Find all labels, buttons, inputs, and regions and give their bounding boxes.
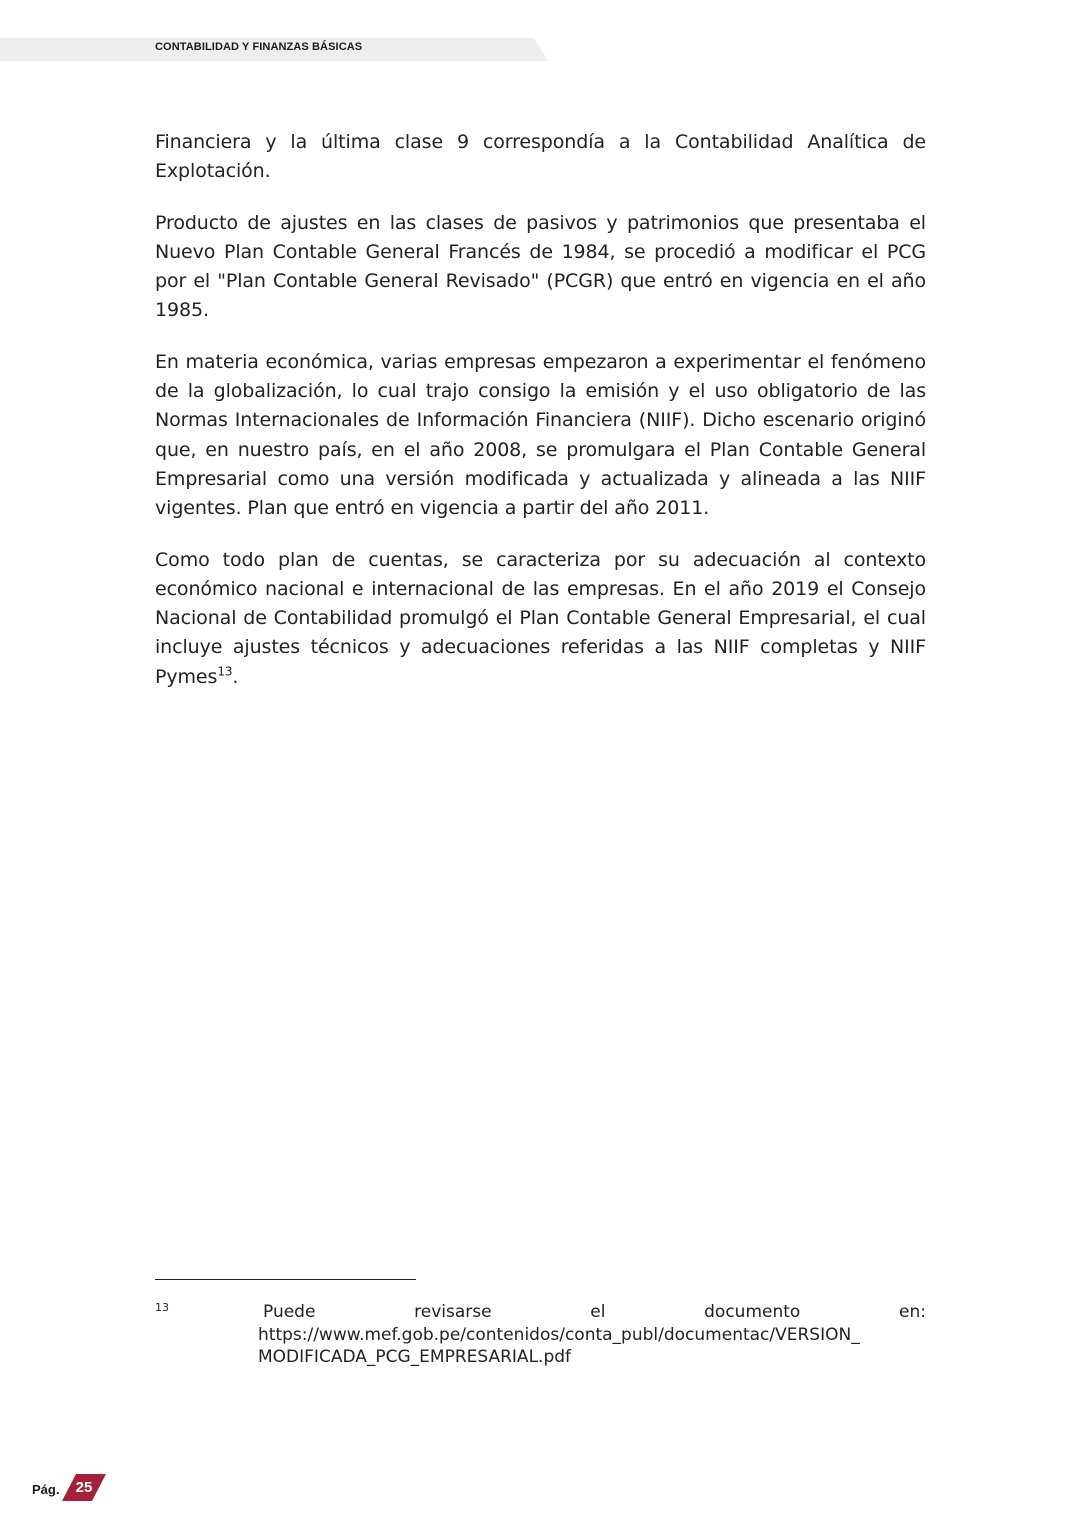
paragraph: En materia económica, varias empresas empezaron a experimentar el fenómeno de la globalización, lo cual trajo consigo la emisión y el uso obligatorio de las Normas Internacionales de Información Financiera (NIIF). Dicho escenario originó que, en nuestro país, en el año 2008, se promulgara el Plan Contable General Empresarial como una versión modificada y actualizada y alineada a las NIIF vigentes. Plan que entró en vigencia a partir del año 2011.	[155, 350, 926, 520]
paragraph: Financiera y la última clase 9 correspondía a la Contabilidad Analítica de Explotación.	[155, 131, 926, 183]
footnote-word: documento	[704, 1302, 801, 1322]
paragraph-end-punctuation: .	[232, 665, 239, 688]
footnote-word: en:	[899, 1302, 926, 1322]
footnote-word: el	[590, 1302, 606, 1322]
page-label: Pág.	[32, 1482, 60, 1497]
running-header-title: CONTABILIDAD Y FINANZAS BÁSICAS	[155, 41, 363, 53]
page-number: 25	[75, 1479, 93, 1496]
footnote-word: revisarse	[414, 1302, 492, 1322]
footnote-word: Puede	[263, 1302, 316, 1322]
paragraph-text: Como todo plan de cuentas, se caracteriza por su adecuación al contexto económico nacional e internacional de las empresas. En el año 2019 el Consejo Nacional de Contabilidad promulgó el Plan Contable General Empresarial, el cual incluye ajustes técnicos y adecuaciones referidas a las NIIF completas y NIIF Pymes	[155, 548, 926, 688]
paragraph-last	[155, 546, 926, 692]
footnote-line-1	[258, 1301, 926, 1324]
footnote-url-part-1[interactable]: https://www.mef.gob.pe/contenidos/conta_publ/documentac/VERSION_	[258, 1324, 860, 1345]
footnote-number: 13	[155, 1301, 169, 1314]
body-text	[155, 128, 926, 714]
footnote-url-part-2[interactable]: MODIFICADA_PCG_EMPRESARIAL.pdf	[258, 1347, 572, 1367]
footnote-text	[258, 1301, 926, 1369]
footnote-reference[interactable]: 13	[217, 664, 233, 679]
paragraph: Producto de ajustes en las clases de pasivos y patrimonios que presentaba el Nuevo Plan Contable General Francés de 1984, se procedió a modificar el PCG por el "Plan Contable General Revisado" (PCGR) que entró en vigencia en el año 1985.	[155, 211, 926, 322]
footnote-separator	[155, 1279, 416, 1280]
